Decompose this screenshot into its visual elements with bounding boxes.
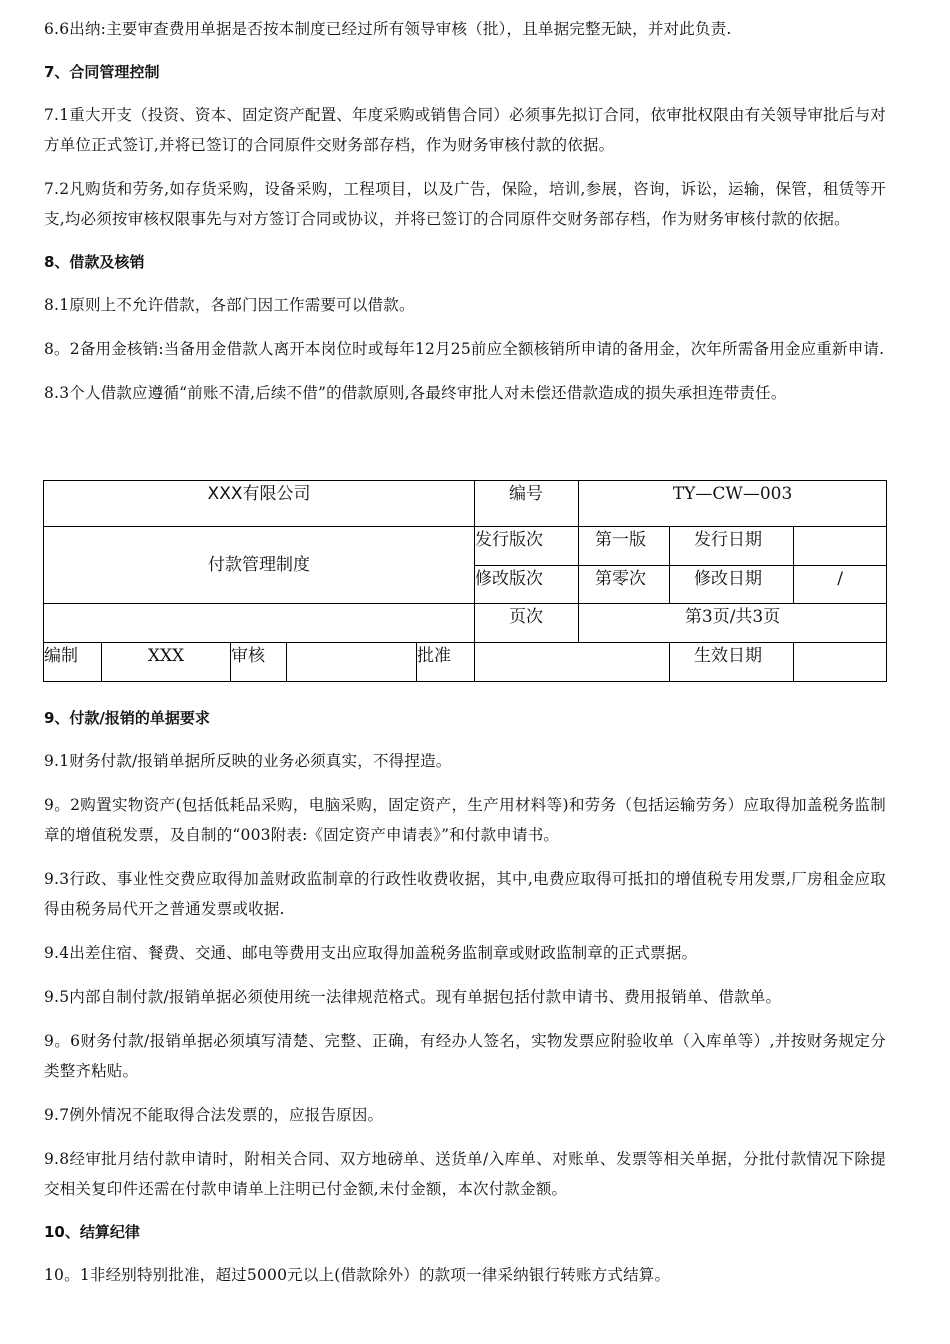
paragraph-9-8: 9.8经审批月结付款申请时，附相关合同、双方地磅单、送货单/入库单、对账单、发票等相关单据，分批付款情况下除提交相关复印件还需在付款申请单上注明已付金额,未付金额，本次付款金额。 <box>44 1150 886 1198</box>
revision-date-value: / <box>794 566 887 604</box>
page-label: 页次 <box>475 604 579 643</box>
issue-version-value: 第一版 <box>579 527 670 566</box>
document-body-bottom <box>44 704 886 1290</box>
approve-label: 批准 <box>417 643 475 682</box>
paragraph-6-6: 6.6出纳:主要审查费用单据是否按本制度已经过所有领导审核（批），且单据完整无缺，并对此负责. <box>44 20 732 38</box>
number-label: 编号 <box>475 481 579 527</box>
document-body-top <box>44 14 886 408</box>
effective-date-value <box>794 643 887 682</box>
revision-value: 第零次 <box>579 566 670 604</box>
paragraph-9-3: 9.3行政、事业性交费应取得加盖财政监制章的行政性收费收据，其中,电费应取得可抵扣的增值税专用发票,厂房租金应取得由税务局代开之普通发票或收据. <box>44 870 886 918</box>
paragraph-7-2: 7.2凡购货和劳务,如存货采购，设备采购，工程项目，以及广告，保险，培训,参展，咨询，诉讼，运输，保管，租赁等开支,均必须按审核权限事先与对方签订合同或协议，并将已签订的合同原件交财务部存档，作为财务审核付款的依据。 <box>44 180 886 228</box>
revision-date-label: 修改日期 <box>670 566 794 604</box>
paragraph-9-2: 9。2购置实物资产(包括低耗品采购，电脑采购，固定资产，生产用材料等)和劳务（包括运输劳务）应取得加盖税务监制章的增值税发票，及自制的“003附表:《固定资产申请表》”和付款申请书。 <box>44 796 886 844</box>
section-heading-7: 7、合同管理控制 <box>44 63 160 81</box>
paragraph-9-1: 9.1财务付款/报销单据所反映的业务必须真实，不得捏造。 <box>44 752 452 770</box>
company-name: XXX有限公司 <box>44 481 475 527</box>
section-heading-8: 8、借款及核销 <box>44 253 145 271</box>
number-value: TY—CW—003 <box>579 481 887 527</box>
paragraph-9-5: 9.5内部自制付款/报销单据必须使用统一法律规范格式。现有单据包括付款申请书、费用报销单、借款单。 <box>44 988 782 1006</box>
paragraph-8-2: 8。2备用金核销:当备用金借款人离开本岗位时或每年12月25前应全额核销所申请的备用金，次年所需备用金应重新申请. <box>44 340 885 358</box>
revision-label: 修改版次 <box>475 566 579 604</box>
blank-cell <box>44 604 475 643</box>
paragraph-9-6: 9。6财务付款/报销单据必须填写清楚、完整、正确，有经办人签名，实物发票应附验收单（入库单等）,并按财务规定分类整齐粘贴。 <box>44 1032 886 1080</box>
issue-date-value <box>794 527 887 566</box>
approve-value <box>475 643 670 682</box>
paragraph-8-1: 8.1原则上不允许借款，各部门因工作需要可以借款。 <box>44 296 415 314</box>
page-value: 第3页/共3页 <box>579 604 887 643</box>
document-header-table <box>43 480 887 682</box>
section-heading-9: 9、付款/报销的单据要求 <box>44 709 210 727</box>
prepared-label: 编制 <box>44 643 102 682</box>
document-title: 付款管理制度 <box>44 527 475 604</box>
section-heading-10: 10、结算纪律 <box>44 1223 140 1241</box>
review-label: 审核 <box>231 643 287 682</box>
effective-date-label: 生效日期 <box>670 643 794 682</box>
paragraph-8-3: 8.3个人借款应遵循“前账不清,后续不借”的借款原则,各最终审批人对未偿还借款造成的损失承担连带责任。 <box>44 384 787 402</box>
paragraph-10-1: 10。1非经别特别批准，超过5000元以上(借款除外）的款项一律采纳银行转账方式结算。 <box>44 1266 671 1284</box>
issue-version-label: 发行版次 <box>475 527 579 566</box>
issue-date-label: 发行日期 <box>670 527 794 566</box>
paragraph-7-1: 7.1重大开支（投资、资本、固定资产配置、年度采购或销售合同）必须事先拟订合同，依审批权限由有关领导审批后与对方单位正式签订,并将已签订的合同原件交财务部存档，作为财务审核付款的依据。 <box>44 106 886 154</box>
prepared-value: XXX <box>102 643 231 682</box>
paragraph-9-4: 9.4出差住宿、餐费、交通、邮电等费用支出应取得加盖税务监制章或财政监制章的正式票据。 <box>44 944 698 962</box>
review-value <box>287 643 417 682</box>
paragraph-9-7: 9.7例外情况不能取得合法发票的，应报告原因。 <box>44 1106 384 1124</box>
